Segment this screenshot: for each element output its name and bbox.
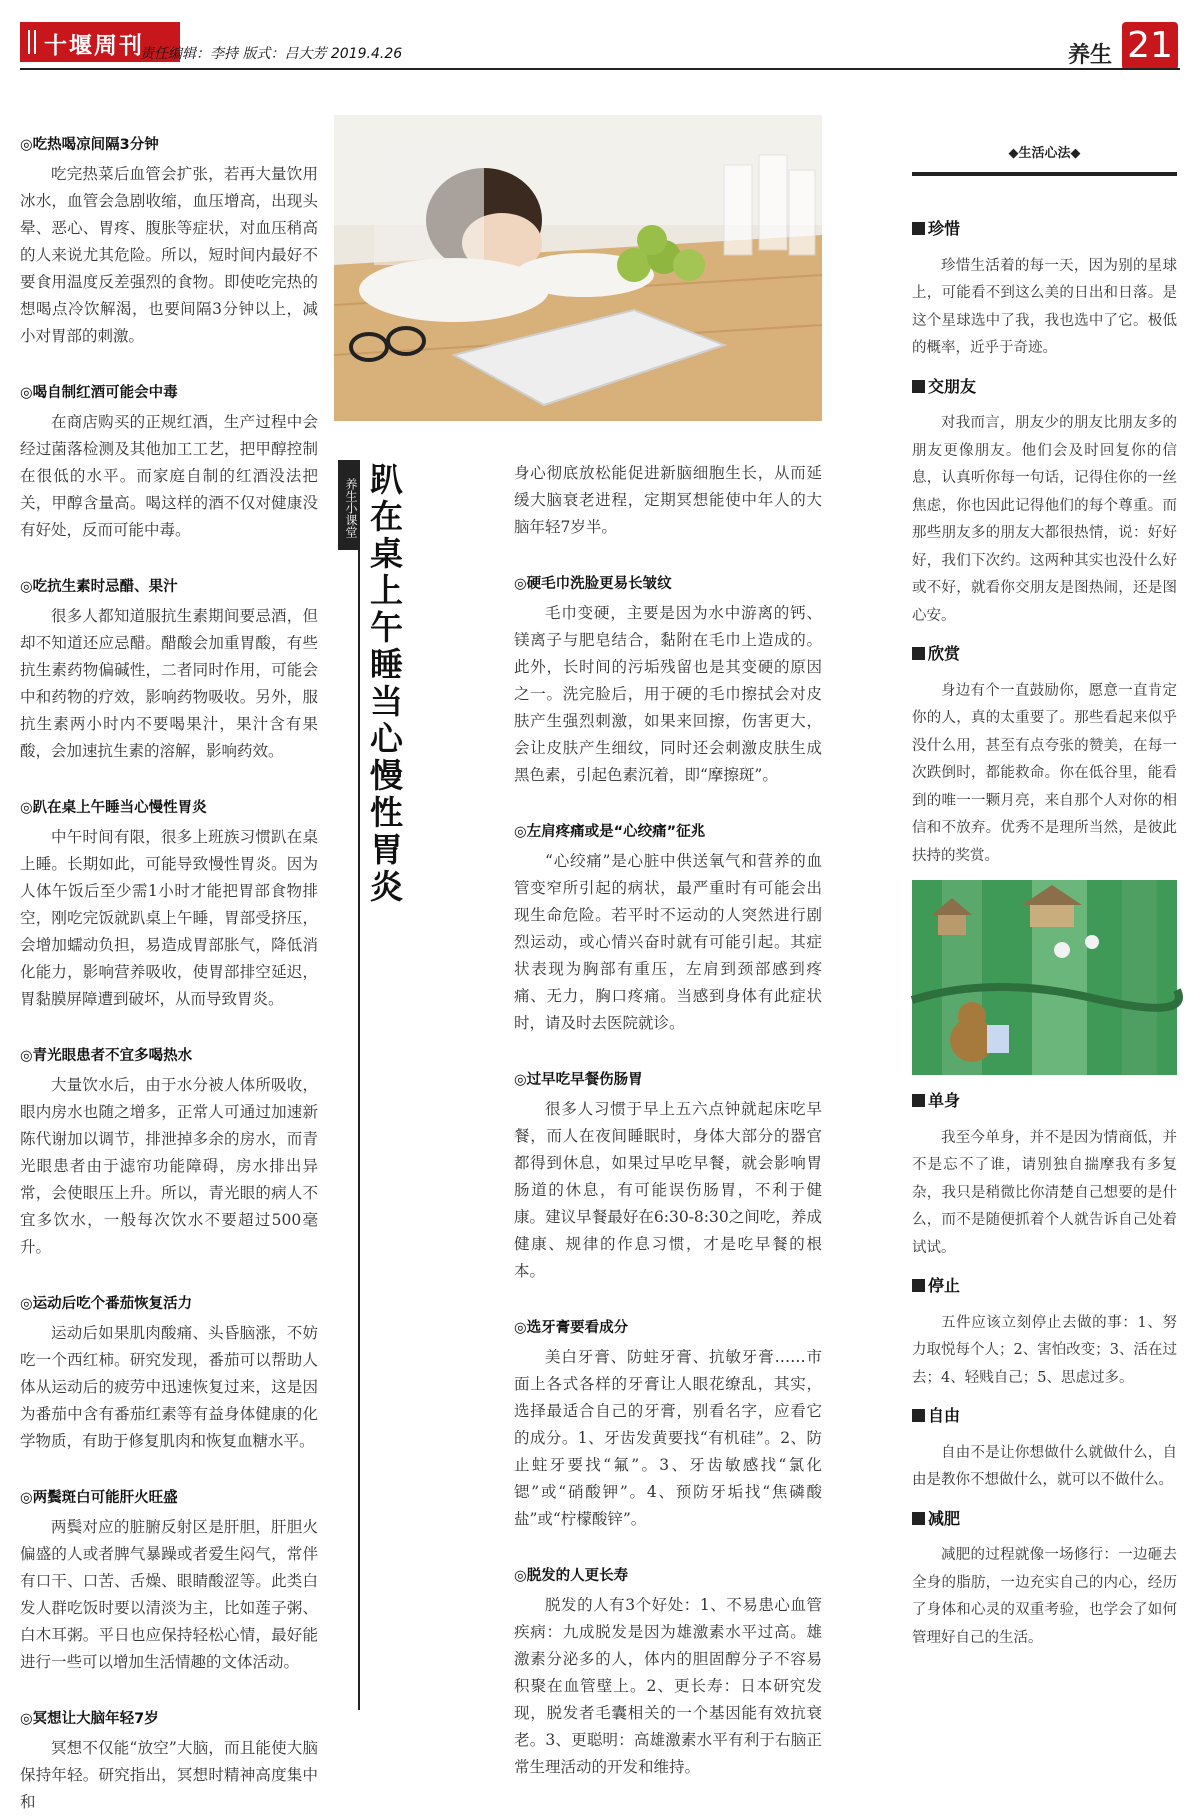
sidebar-item-body: 珍惜生活着的每一天，因为别的星球上，可能看不到这么美的日出和日落。是这个星球选中了我，我也选中了它。极低的概率，近乎于奇迹。 [912, 257, 1177, 356]
edit-info: 责任编辑：李持 版式：吕大芳 2019.4.26 [140, 46, 403, 62]
item-body: 中午时间有限，很多上班族习惯趴在桌上睡。长期如此，可能导致慢性胃炎。因为人体午饭后至少需1小时才能把胃部食物排空，刚吃完饭就趴桌上午睡，胃部受挤压，会增加蠕动负担，易造成胃部胀气，降低消化能力，影响营养吸收，使胃部排空延迟，胃黏膜屏障遭到破坏，从而导致胃炎。 [20, 828, 318, 1008]
sidebar-item-body: 减肥的过程就像一场修行：一边砸去全身的脂肪，一边充实自己的内心，经历了身体和心灵的双重考验，也学会了如何管理好自己的生活。 [912, 1547, 1177, 1646]
vertical-divider [358, 460, 360, 1710]
sidebar-item [912, 640, 1177, 870]
sidebar-item-title [912, 1402, 1177, 1430]
item-body: 吃完热菜后血管会扩张，若再大量饮用冰水，血管会急剧收缩，血压增高，出现头晕、恶心、胃疼、腹胀等症状，对血压稍高的人来说尤其危险。所以，短时间内最好不要食用温度反差强烈的食物。即使吃完热的想喝点冷饮解渴，也要间隔3分钟以上，减小对胃部的刺激。 [20, 165, 318, 345]
sidebar-item-body: 身边有个一直鼓励你，愿意一直肯定你的人，真的太重要了。那些看起来似乎没什么用，甚至有点夸张的赞美，在每一次跌倒时，都能救命。你在低谷里，能看到的唯一一颗月亮，来自那个人对你的相信和不放弃。优秀不是理所当然，是彼此扶持的奖赏。 [912, 682, 1177, 864]
square-bullet-icon [912, 1409, 925, 1422]
item-body: 很多人习惯于早上五六点钟就起床吃早餐，而人在夜间睡眠时，身体大部分的器官都得到休息，如果过早吃早餐，就会影响胃肠道的休息，有可能误伤肠胃，不利于健康。建议早餐最好在6:30-8:30之间吃，养成健康、规律的作息习惯，才是吃早餐的根本。 [514, 1100, 822, 1280]
left-column [20, 132, 318, 1816]
sidebar-item-label: 停止 [928, 1276, 961, 1295]
item-body: 在商店购买的正规红酒，生产过程中会经过菌落检测及其他加工工艺，把甲醇控制在很低的水平。而家庭自制的红酒没法把关，甲醇含量高。喝这样的酒不仅对健康没有好处，反而可能中毒。 [20, 413, 318, 539]
article-item [514, 1315, 822, 1533]
square-bullet-icon [912, 647, 925, 660]
sidebar-item-title [912, 640, 1177, 668]
masthead-name: 十堰周刊 [44, 33, 144, 59]
middle-column [514, 460, 822, 1781]
square-bullet-icon [912, 1512, 925, 1525]
square-bullet-icon [912, 222, 925, 235]
nap-photo [334, 115, 822, 421]
article-item [20, 1485, 318, 1676]
sidebar-item-label: 珍惜 [928, 219, 961, 238]
item-body: 运动后如果肌肉酸痛、头昏脑涨，不妨吃一个西红柿。研究发现，番茄可以帮助人体从运动后的疲劳中迅速恢复过来，这是因为番茄中含有番茄红素等有益身体健康的化学物质，有助于修复肌肉和恢复血糖水平。 [20, 1324, 318, 1450]
sidebar-item [912, 1087, 1177, 1262]
square-bullet-icon [912, 380, 925, 393]
page-number: 21 [1122, 22, 1178, 70]
item-title: ◎选牙膏要看成分 [514, 1320, 629, 1336]
article-item [20, 1043, 318, 1261]
sidebar-item-title [912, 215, 1177, 243]
masthead-mark [28, 30, 36, 54]
item-title: ◎左肩疼痛或是“心绞痛”征兆 [514, 824, 706, 840]
sidebar-item [912, 1505, 1177, 1653]
article-item [20, 132, 318, 350]
item-title: ◎趴在桌上午睡当心慢性胃炎 [20, 800, 207, 816]
article-item [514, 571, 822, 789]
article-item [20, 380, 318, 544]
sidebar-item-label: 交朋友 [928, 376, 977, 396]
feature-title: 趴在桌上午睡当心慢性胃炎 [365, 462, 404, 906]
sidebar-item-label: 减肥 [928, 1508, 961, 1528]
item-body: 大量饮水后，由于水分被人体所吸收，眼内房水也随之增多，正常人可通过加速新陈代谢加以调节，排泄掉多余的房水，而青光眼患者由于滤帘功能障碍，房水排出异常，会使眼压上升。所以，青光眼的病人不宜多饮水，一般每次饮水不要超过500毫升。 [20, 1076, 318, 1256]
square-bullet-icon [912, 1094, 925, 1107]
article-item [20, 1706, 318, 1816]
sidebar-item-label: 单身 [928, 1091, 961, 1110]
item-body: 美白牙膏、防蛀牙膏、抗敏牙膏……市面上各式各样的牙膏让人眼花缭乱，其实，选择最适合自己的牙膏，别看名字，应看它的成分。1、牙齿发黄要找“有机硅”。2、防止蛀牙要找“氟”。3、牙齿敏感找“氯化锶”或“硝酸钾”。4、预防牙垢找“焦磷酸盐”或“柠檬酸锌”。 [514, 1348, 822, 1528]
article-item [514, 819, 822, 1037]
sidebar-item-title [912, 1505, 1177, 1533]
item-title: ◎青光眼患者不宜多喝热水 [20, 1048, 193, 1064]
item-body: 很多人都知道服抗生素期间要忌酒，但却不知道还应忌醋。醋酸会加重胃酸，有些抗生素药物偏碱性，二者同时作用，可能会中和药物的疗效，影响药物吸收。另外，服抗生素两小时内不要喝果汁，果汁含有果酸，会加速抗生素的溶解，影响药效。 [20, 607, 318, 760]
section-name: 养生 [1068, 43, 1113, 68]
sidebar-item-body: 五件应该立刻停止去做的事：1、努力取悦每个人；2、害怕改变；3、活在过去；4、轻贱自己；5、思虑过多。 [912, 1314, 1177, 1386]
sidebar-header: ◆生活心法◆ [1008, 146, 1081, 161]
article-item [20, 574, 318, 765]
item-body: 毛巾变硬，主要是因为水中游离的钙、镁离子与肥皂结合，黏附在毛巾上造成的。此外，长时间的污垢残留也是其变硬的原因之一。洗完脸后，用于硬的毛巾擦拭会对皮肤产生强烈刺激，如果来回擦，伤害更大，会让皮肤产生细纹，同时还会刺激皮肤生成黑色素，引起色素沉着，即“摩擦斑”。 [514, 604, 822, 784]
item-title: ◎吃抗生素时忌醋、果汁 [20, 579, 178, 595]
sidebar-item-title [912, 1087, 1177, 1115]
item-body: 身心彻底放松能促进新脑细胞生长，从而延缓大脑衰老进程，定期冥想能使中年人的大脑年轻7岁半。 [514, 464, 822, 536]
item-title: ◎运动后吃个番茄恢复活力 [20, 1296, 193, 1312]
item-title: ◎过早吃早餐伤肠胃 [514, 1072, 643, 1088]
article-item [514, 1067, 822, 1285]
article-item [20, 1291, 318, 1455]
article-item [20, 795, 318, 1013]
sidebar-item-label: 自由 [928, 1406, 961, 1425]
forest-illustration-art [912, 880, 1177, 1075]
item-title: ◎脱发的人更长寿 [514, 1568, 629, 1584]
forest-illustration [912, 880, 1177, 1075]
sidebar-item [912, 215, 1177, 363]
item-title: ◎冥想让大脑年轻7岁 [20, 1711, 159, 1727]
sidebar-item [912, 373, 1177, 631]
item-body: “心绞痛”是心脏中供送氧气和营养的血管变窄所引起的病状，最严重时有可能会出现生命危险。若平时不运动的人突然进行剧烈运动，或心情兴奋时就有可能引起。其症状表现为胸部有重压，左肩到颈部感到疼痛、无力，胸口疼痛。当感到身体有此症状时，请及时去医院就诊。 [514, 852, 822, 1032]
sidebar-item-body: 自由不是让你想做什么就做什么，自由是教你不想做什么，就可以不做什么。 [912, 1444, 1177, 1488]
square-bullet-icon [912, 1279, 925, 1292]
sidebar-rule [912, 172, 1177, 176]
header-rule [20, 68, 1180, 70]
item-title: ◎两鬓斑白可能肝火旺盛 [20, 1490, 178, 1506]
item-title: ◎喝自制红酒可能会中毒 [20, 385, 178, 401]
article-item [514, 1563, 822, 1781]
sidebar-item-title [912, 1272, 1177, 1300]
sidebar-item [912, 1272, 1177, 1392]
column-tag: 养生小课堂 [338, 460, 358, 550]
item-body: 脱发的人有3个好处：1、不易患心血管疾病：九成脱发是因为雄激素水平过高。雄激素分泌多的人，体内的胆固醇分子不容易积聚在血管壁上。2、更长寿：日本研究发现，脱发者毛囊相关的一个基因能有效抗衰老。3、更聪明：高雄激素水平有利于右脑正常生理活动的开发和维持。 [514, 1596, 822, 1776]
item-body: 两鬓对应的脏腑反射区是肝胆，肝胆火偏盛的人或者脾气暴躁或者爱生闷气，常伴有口干、口苦、舌燥、眼睛酸涩等。此类白发人群吃饭时要以清淡为主，比如莲子粥、白木耳粥。平日也应保持轻松心情，最好能进行一些可以增加生活情趣的文体活动。 [20, 1518, 318, 1671]
item-title: ◎硬毛巾洗脸更易长皱纹 [514, 576, 672, 592]
item-body: 冥想不仅能“放空”大脑，而且能使大脑保持年轻。研究指出，冥想时精神高度集中和 [20, 1739, 318, 1811]
sidebar-item [912, 1402, 1177, 1495]
nap-photo-illustration [334, 115, 822, 421]
sidebar-item-title [912, 373, 1177, 401]
right-column [912, 215, 1177, 1652]
sidebar-item-label: 欣赏 [928, 644, 961, 663]
item-title: ◎吃热喝凉间隔3分钟 [20, 137, 159, 153]
sidebar-item-body: 对我而言，朋友少的朋友比朋友多的朋友更像朋友。他们会及时回复你的信息，认真听你每一句话，记得住你的一丝焦虑，你也因此记得他们的每个尊重。而那些朋友多的朋友大都很热情，说：好好好，我们下次约。这两种其实也没什么好或不好，就看你交朋友是图热闹，还是图心安。 [912, 415, 1177, 624]
sidebar-item-body: 我至今单身，并不是因为情商低，并不是忘不了谁，请别独自揣摩我有多复杂，我只是稍微比你清楚自己想要的是什么，而不是随便抓着个人就告诉自己处着试试。 [912, 1129, 1177, 1256]
